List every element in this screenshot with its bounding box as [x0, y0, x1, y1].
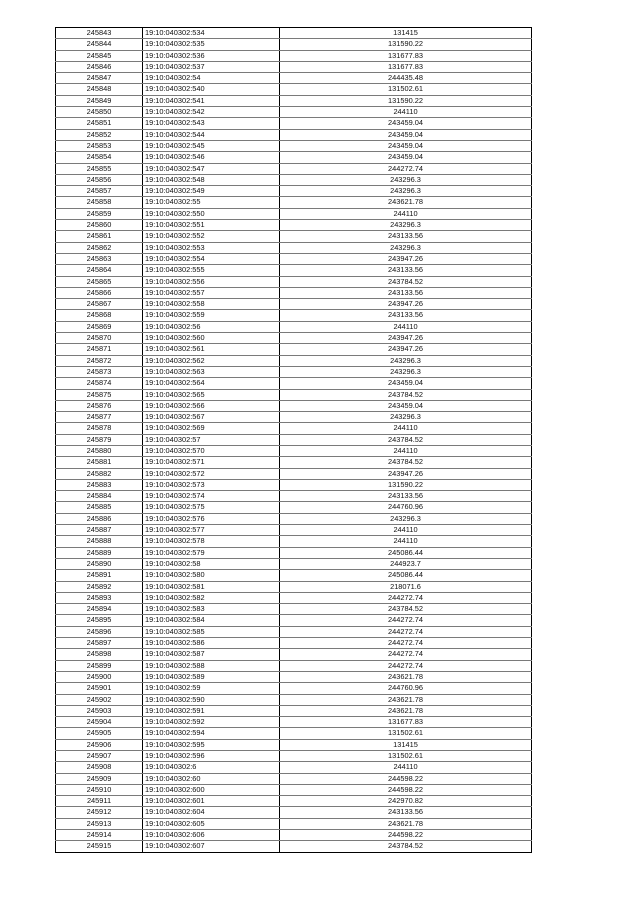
value-cell: 243947.26 [280, 468, 532, 479]
table-row [56, 412, 532, 423]
table-row [56, 174, 532, 185]
table-row [56, 502, 532, 513]
table-row [56, 694, 532, 705]
table-row [56, 152, 532, 163]
table-row [56, 310, 532, 321]
row-id-cell: 245908 [56, 762, 143, 773]
cadastral-number-cell: 19:10:040302:54 [143, 73, 280, 84]
row-id-cell: 245912 [56, 807, 143, 818]
cadastral-number-cell: 19:10:040302:571 [143, 457, 280, 468]
cadastral-number-cell: 19:10:040302:554 [143, 253, 280, 264]
cadastral-number-cell: 19:10:040302:594 [143, 728, 280, 739]
row-id-cell: 245867 [56, 299, 143, 310]
value-cell: 243459.04 [280, 140, 532, 151]
table-row [56, 355, 532, 366]
table-row [56, 457, 532, 468]
value-cell: 243133.56 [280, 807, 532, 818]
row-id-cell: 245891 [56, 570, 143, 581]
cadastral-number-cell: 19:10:040302:592 [143, 717, 280, 728]
row-id-cell: 245874 [56, 378, 143, 389]
value-cell: 131677.83 [280, 50, 532, 61]
cadastral-number-cell: 19:10:040302:564 [143, 378, 280, 389]
data-table [55, 27, 532, 853]
table-row [56, 333, 532, 344]
value-cell: 244110 [280, 423, 532, 434]
cadastral-number-cell: 19:10:040302:607 [143, 841, 280, 852]
table-row [56, 253, 532, 264]
cadastral-number-cell: 19:10:040302:601 [143, 796, 280, 807]
row-id-cell: 245857 [56, 186, 143, 197]
value-cell: 243296.3 [280, 186, 532, 197]
cadastral-number-cell: 19:10:040302:575 [143, 502, 280, 513]
row-id-cell: 245861 [56, 231, 143, 242]
table-row [56, 287, 532, 298]
value-cell: 243133.56 [280, 231, 532, 242]
row-id-cell: 245885 [56, 502, 143, 513]
row-id-cell: 245886 [56, 513, 143, 524]
row-id-cell: 245877 [56, 412, 143, 423]
cadastral-number-cell: 19:10:040302:535 [143, 39, 280, 50]
row-id-cell: 245900 [56, 671, 143, 682]
value-cell: 243784.52 [280, 434, 532, 445]
value-cell: 243296.3 [280, 366, 532, 377]
value-cell: 243621.78 [280, 705, 532, 716]
value-cell: 131415 [280, 739, 532, 750]
row-id-cell: 245890 [56, 558, 143, 569]
value-cell: 244272.74 [280, 649, 532, 660]
value-cell: 243459.04 [280, 129, 532, 140]
row-id-cell: 245871 [56, 344, 143, 355]
row-id-cell: 245906 [56, 739, 143, 750]
table-row [56, 220, 532, 231]
table-row [56, 389, 532, 400]
table-row [56, 73, 532, 84]
row-id-cell: 245864 [56, 265, 143, 276]
value-cell: 244110 [280, 208, 532, 219]
table-row [56, 660, 532, 671]
row-id-cell: 245905 [56, 728, 143, 739]
row-id-cell: 245904 [56, 717, 143, 728]
table-row [56, 299, 532, 310]
value-cell: 131502.61 [280, 84, 532, 95]
table-row [56, 95, 532, 106]
row-id-cell: 245901 [56, 683, 143, 694]
value-cell: 131590.22 [280, 479, 532, 490]
cadastral-number-cell: 19:10:040302:604 [143, 807, 280, 818]
value-cell: 244272.74 [280, 615, 532, 626]
cadastral-number-cell: 19:10:040302:569 [143, 423, 280, 434]
value-cell: 243621.78 [280, 671, 532, 682]
cadastral-number-cell: 19:10:040302:546 [143, 152, 280, 163]
value-cell: 245086.44 [280, 547, 532, 558]
value-cell: 243784.52 [280, 389, 532, 400]
row-id-cell: 245889 [56, 547, 143, 558]
table-row [56, 231, 532, 242]
cadastral-number-cell: 19:10:040302:605 [143, 818, 280, 829]
table-row [56, 751, 532, 762]
table-row [56, 468, 532, 479]
cadastral-number-cell: 19:10:040302:59 [143, 683, 280, 694]
row-id-cell: 245887 [56, 525, 143, 536]
cadastral-number-cell: 19:10:040302:584 [143, 615, 280, 626]
cadastral-number-cell: 19:10:040302:595 [143, 739, 280, 750]
row-id-cell: 245884 [56, 491, 143, 502]
value-cell: 131502.61 [280, 728, 532, 739]
cadastral-number-cell: 19:10:040302:586 [143, 638, 280, 649]
value-cell: 243133.56 [280, 265, 532, 276]
row-id-cell: 245865 [56, 276, 143, 287]
row-id-cell: 245896 [56, 626, 143, 637]
table-row [56, 118, 532, 129]
cadastral-number-cell: 19:10:040302:572 [143, 468, 280, 479]
value-cell: 131415 [280, 28, 532, 39]
value-cell: 131677.83 [280, 61, 532, 72]
table-row [56, 208, 532, 219]
value-cell: 243947.26 [280, 299, 532, 310]
value-cell: 244435.48 [280, 73, 532, 84]
table-row [56, 378, 532, 389]
cadastral-number-cell: 19:10:040302:547 [143, 163, 280, 174]
value-cell: 243459.04 [280, 152, 532, 163]
table-row [56, 570, 532, 581]
row-id-cell: 245883 [56, 479, 143, 490]
table-row [56, 592, 532, 603]
value-cell: 243459.04 [280, 118, 532, 129]
row-id-cell: 245888 [56, 536, 143, 547]
value-cell: 131677.83 [280, 717, 532, 728]
value-cell: 243133.56 [280, 491, 532, 502]
row-id-cell: 245862 [56, 242, 143, 253]
cadastral-number-cell: 19:10:040302:596 [143, 751, 280, 762]
row-id-cell: 245909 [56, 773, 143, 784]
value-cell: 243296.3 [280, 412, 532, 423]
cadastral-number-cell: 19:10:040302:548 [143, 174, 280, 185]
cadastral-number-cell: 19:10:040302:574 [143, 491, 280, 502]
table-row [56, 50, 532, 61]
cadastral-number-cell: 19:10:040302:55 [143, 197, 280, 208]
row-id-cell: 245846 [56, 61, 143, 72]
row-id-cell: 245859 [56, 208, 143, 219]
value-cell: 244272.74 [280, 638, 532, 649]
row-id-cell: 245844 [56, 39, 143, 50]
table-row [56, 626, 532, 637]
value-cell: 243784.52 [280, 457, 532, 468]
cadastral-number-cell: 19:10:040302:57 [143, 434, 280, 445]
cadastral-number-cell: 19:10:040302:545 [143, 140, 280, 151]
value-cell: 243296.3 [280, 220, 532, 231]
row-id-cell: 245914 [56, 830, 143, 841]
table-row [56, 705, 532, 716]
table-row [56, 739, 532, 750]
row-id-cell: 245892 [56, 581, 143, 592]
cadastral-number-cell: 19:10:040302:550 [143, 208, 280, 219]
row-id-cell: 245851 [56, 118, 143, 129]
row-id-cell: 245915 [56, 841, 143, 852]
cadastral-number-cell: 19:10:040302:606 [143, 830, 280, 841]
table-row [56, 197, 532, 208]
cadastral-number-cell: 19:10:040302:562 [143, 355, 280, 366]
cadastral-number-cell: 19:10:040302:60 [143, 773, 280, 784]
value-cell: 131590.22 [280, 39, 532, 50]
cadastral-number-cell: 19:10:040302:555 [143, 265, 280, 276]
table-row [56, 445, 532, 456]
cadastral-number-cell: 19:10:040302:577 [143, 525, 280, 536]
table-row [56, 140, 532, 151]
cadastral-number-cell: 19:10:040302:556 [143, 276, 280, 287]
cadastral-number-cell: 19:10:040302:563 [143, 366, 280, 377]
row-id-cell: 245878 [56, 423, 143, 434]
cadastral-number-cell: 19:10:040302:580 [143, 570, 280, 581]
value-cell: 244760.96 [280, 683, 532, 694]
row-id-cell: 245863 [56, 253, 143, 264]
row-id-cell: 245854 [56, 152, 143, 163]
row-id-cell: 245869 [56, 321, 143, 332]
table-row [56, 276, 532, 287]
cadastral-number-cell: 19:10:040302:570 [143, 445, 280, 456]
table-row [56, 344, 532, 355]
cadastral-number-cell: 19:10:040302:560 [143, 333, 280, 344]
table-row [56, 491, 532, 502]
cadastral-number-cell: 19:10:040302:565 [143, 389, 280, 400]
cadastral-number-cell: 19:10:040302:6 [143, 762, 280, 773]
table-row [56, 841, 532, 852]
value-cell: 245086.44 [280, 570, 532, 581]
table-row [56, 39, 532, 50]
row-id-cell: 245850 [56, 107, 143, 118]
row-id-cell: 245910 [56, 784, 143, 795]
value-cell: 243947.26 [280, 333, 532, 344]
row-id-cell: 245898 [56, 649, 143, 660]
table-row [56, 536, 532, 547]
row-id-cell: 245907 [56, 751, 143, 762]
table-row [56, 784, 532, 795]
row-id-cell: 245895 [56, 615, 143, 626]
value-cell: 243784.52 [280, 276, 532, 287]
row-id-cell: 245875 [56, 389, 143, 400]
cadastral-number-cell: 19:10:040302:600 [143, 784, 280, 795]
row-id-cell: 245894 [56, 604, 143, 615]
row-id-cell: 245853 [56, 140, 143, 151]
value-cell: 244110 [280, 321, 532, 332]
row-id-cell: 245902 [56, 694, 143, 705]
table-row [56, 717, 532, 728]
cadastral-number-cell: 19:10:040302:552 [143, 231, 280, 242]
table-row [56, 321, 532, 332]
value-cell: 243621.78 [280, 694, 532, 705]
row-id-cell: 245879 [56, 434, 143, 445]
row-id-cell: 245903 [56, 705, 143, 716]
row-id-cell: 245852 [56, 129, 143, 140]
table-row [56, 830, 532, 841]
cadastral-number-cell: 19:10:040302:549 [143, 186, 280, 197]
row-id-cell: 245848 [56, 84, 143, 95]
cadastral-number-cell: 19:10:040302:541 [143, 95, 280, 106]
value-cell: 243296.3 [280, 242, 532, 253]
row-id-cell: 245870 [56, 333, 143, 344]
cadastral-number-cell: 19:10:040302:558 [143, 299, 280, 310]
value-cell: 243621.78 [280, 818, 532, 829]
table-row [56, 604, 532, 615]
row-id-cell: 245913 [56, 818, 143, 829]
cadastral-number-cell: 19:10:040302:537 [143, 61, 280, 72]
table-row [56, 728, 532, 739]
cadastral-number-cell: 19:10:040302:585 [143, 626, 280, 637]
value-cell: 243133.56 [280, 287, 532, 298]
cadastral-number-cell: 19:10:040302:540 [143, 84, 280, 95]
table-row [56, 558, 532, 569]
cadastral-number-cell: 19:10:040302:591 [143, 705, 280, 716]
value-cell: 244110 [280, 762, 532, 773]
cadastral-number-cell: 19:10:040302:578 [143, 536, 280, 547]
table-row [56, 479, 532, 490]
cadastral-number-cell: 19:10:040302:587 [143, 649, 280, 660]
row-id-cell: 245858 [56, 197, 143, 208]
cadastral-number-cell: 19:10:040302:557 [143, 287, 280, 298]
value-cell: 243133.56 [280, 310, 532, 321]
table-row [56, 28, 532, 39]
cadastral-number-cell: 19:10:040302:58 [143, 558, 280, 569]
table-row [56, 581, 532, 592]
row-id-cell: 245856 [56, 174, 143, 185]
cadastral-number-cell: 19:10:040302:576 [143, 513, 280, 524]
table-row [56, 84, 532, 95]
cadastral-number-cell: 19:10:040302:581 [143, 581, 280, 592]
value-cell: 244110 [280, 107, 532, 118]
value-cell: 243459.04 [280, 378, 532, 389]
row-id-cell: 245876 [56, 400, 143, 411]
cadastral-number-cell: 19:10:040302:56 [143, 321, 280, 332]
row-id-cell: 245845 [56, 50, 143, 61]
table-body [56, 28, 532, 853]
row-id-cell: 245897 [56, 638, 143, 649]
cadastral-number-cell: 19:10:040302:551 [143, 220, 280, 231]
table-row [56, 366, 532, 377]
value-cell: 243296.3 [280, 174, 532, 185]
table-row [56, 242, 532, 253]
cadastral-number-cell: 19:10:040302:579 [143, 547, 280, 558]
value-cell: 244272.74 [280, 163, 532, 174]
cadastral-number-cell: 19:10:040302:588 [143, 660, 280, 671]
table-row [56, 423, 532, 434]
table-row [56, 762, 532, 773]
row-id-cell: 245881 [56, 457, 143, 468]
value-cell: 244110 [280, 525, 532, 536]
cadastral-number-cell: 19:10:040302:536 [143, 50, 280, 61]
cadastral-number-cell: 19:10:040302:553 [143, 242, 280, 253]
row-id-cell: 245911 [56, 796, 143, 807]
value-cell: 243621.78 [280, 197, 532, 208]
table-row [56, 163, 532, 174]
row-id-cell: 245849 [56, 95, 143, 106]
row-id-cell: 245843 [56, 28, 143, 39]
cadastral-number-cell: 19:10:040302:543 [143, 118, 280, 129]
cadastral-number-cell: 19:10:040302:559 [143, 310, 280, 321]
value-cell: 242970.82 [280, 796, 532, 807]
value-cell: 243296.3 [280, 513, 532, 524]
value-cell: 243784.52 [280, 841, 532, 852]
table-row [56, 186, 532, 197]
cadastral-number-cell: 19:10:040302:573 [143, 479, 280, 490]
row-id-cell: 245873 [56, 366, 143, 377]
table-row [56, 400, 532, 411]
cadastral-number-cell: 19:10:040302:566 [143, 400, 280, 411]
table-row [56, 615, 532, 626]
row-id-cell: 245855 [56, 163, 143, 174]
value-cell: 243459.04 [280, 400, 532, 411]
table-row [56, 649, 532, 660]
row-id-cell: 245893 [56, 592, 143, 603]
value-cell: 244598.22 [280, 784, 532, 795]
table-row [56, 796, 532, 807]
row-id-cell: 245872 [56, 355, 143, 366]
value-cell: 243296.3 [280, 355, 532, 366]
table-row [56, 547, 532, 558]
cadastral-number-cell: 19:10:040302:542 [143, 107, 280, 118]
value-cell: 244923.7 [280, 558, 532, 569]
table-row [56, 107, 532, 118]
table-row [56, 434, 532, 445]
value-cell: 244272.74 [280, 660, 532, 671]
value-cell: 243947.26 [280, 253, 532, 264]
cadastral-number-cell: 19:10:040302:582 [143, 592, 280, 603]
value-cell: 244598.22 [280, 830, 532, 841]
cadastral-number-cell: 19:10:040302:583 [143, 604, 280, 615]
value-cell: 218071.6 [280, 581, 532, 592]
value-cell: 244110 [280, 536, 532, 547]
table-row [56, 129, 532, 140]
value-cell: 243784.52 [280, 604, 532, 615]
value-cell: 131502.61 [280, 751, 532, 762]
row-id-cell: 245866 [56, 287, 143, 298]
table-row [56, 671, 532, 682]
row-id-cell: 245868 [56, 310, 143, 321]
value-cell: 243947.26 [280, 344, 532, 355]
row-id-cell: 245880 [56, 445, 143, 456]
row-id-cell: 245882 [56, 468, 143, 479]
table-row [56, 773, 532, 784]
value-cell: 244598.22 [280, 773, 532, 784]
table-row [56, 525, 532, 536]
cadastral-number-cell: 19:10:040302:590 [143, 694, 280, 705]
table-row [56, 807, 532, 818]
table-row [56, 638, 532, 649]
table-row [56, 683, 532, 694]
table-row [56, 61, 532, 72]
value-cell: 244272.74 [280, 626, 532, 637]
table-row [56, 265, 532, 276]
value-cell: 244272.74 [280, 592, 532, 603]
row-id-cell: 245860 [56, 220, 143, 231]
value-cell: 131590.22 [280, 95, 532, 106]
cadastral-number-cell: 19:10:040302:561 [143, 344, 280, 355]
value-cell: 244110 [280, 445, 532, 456]
row-id-cell: 245899 [56, 660, 143, 671]
row-id-cell: 245847 [56, 73, 143, 84]
value-cell: 244760.96 [280, 502, 532, 513]
cadastral-number-cell: 19:10:040302:567 [143, 412, 280, 423]
table-row [56, 818, 532, 829]
cadastral-number-cell: 19:10:040302:534 [143, 28, 280, 39]
cadastral-number-cell: 19:10:040302:544 [143, 129, 280, 140]
cadastral-number-cell: 19:10:040302:589 [143, 671, 280, 682]
table-row [56, 513, 532, 524]
